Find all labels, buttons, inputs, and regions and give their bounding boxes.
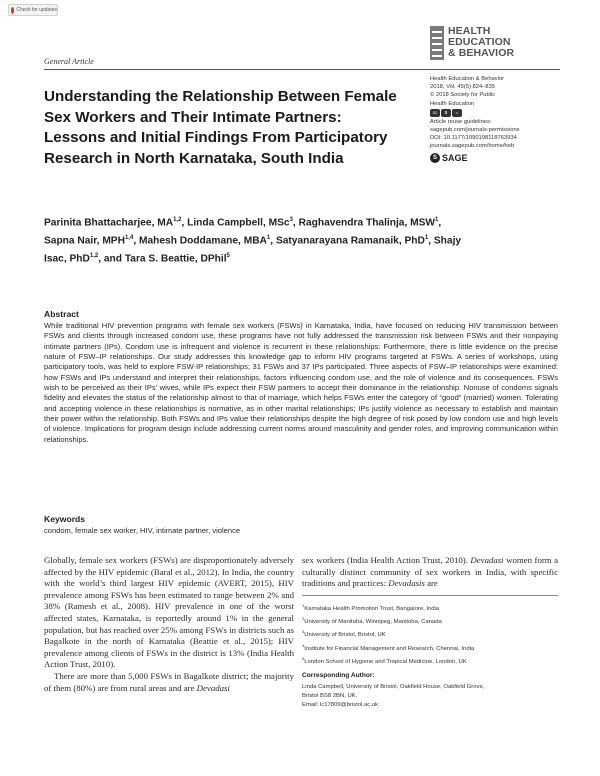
affiliation-list	[302, 601, 558, 667]
author-separator: ,	[133, 235, 139, 247]
check-for-updates-label: Check for updates	[16, 7, 57, 13]
author-affiliation-marker: 5	[226, 252, 230, 259]
author-affiliation-marker: 1,2	[89, 252, 99, 259]
affiliation-item	[302, 627, 558, 640]
author-name: Satyanarayana Ramanaik, PhD	[275, 235, 425, 247]
author-name: Sapna Nair, MPH	[44, 235, 125, 247]
affiliation-item	[302, 654, 558, 667]
affiliation-marker: 3	[302, 629, 305, 635]
author-separator: ,	[428, 235, 434, 247]
author-list	[44, 213, 464, 267]
header-divider	[44, 69, 560, 70]
copyright-line-2: Health Education	[430, 100, 475, 107]
journal-metadata	[430, 75, 570, 163]
article-type: General Article	[44, 57, 94, 66]
corresponding-address-1: Linda Campbell, University of Bristol, Oakfield House, Oakfield Grove,	[302, 684, 485, 690]
logo-line-3: & BEHAVIOR	[448, 47, 515, 59]
affiliation-text: University of Manitoba, Winnipeg, Manitoba, Canada	[304, 619, 442, 626]
body-paragraph: There are more than 5,000 FSWs in Bagalkote district; the majority of them (80%) are from rural areas and are Devadasi	[44, 670, 294, 693]
article-title: Understanding the Relationship Between Female Sex Workers and Their Intimate Partners: Lessons and Initial Findings From Participatory Research in North Karnataka, South India	[44, 88, 397, 167]
reuse-guidelines-label: Article reuse guidelines:	[430, 118, 492, 125]
corresponding-address-2: Bristol BS8 2BN, UK.	[302, 693, 358, 700]
keywords-heading: Keywords	[44, 514, 86, 524]
author-name: Mahesh Doddamane, MBA	[138, 235, 267, 247]
author-affiliation-marker: 1	[424, 234, 429, 241]
author-name: Shajy Isac, PhD	[44, 235, 462, 265]
body-column-left	[44, 555, 294, 694]
corresponding-author-details	[302, 683, 558, 711]
abstract-text: While traditional HIV prevention programs with female sex workers (FSWs) in Karnataka, India, have focused on reducing HIV transmission between FSWs and clients through increased condom use, these programs have not fully addressed the transmission risk between FSWs and their nonpaying intimate partners (IPs). Condom use is infrequent and violence is recurrent in these relationships: Furthermore, there is little evidence on the precise nature of FSW–IP relationships. Our study addresses this knowledge gap to inform HIV programs targeted at FSWs. A series of workshops, using participatory tools, was held to explore FSW-IP relationships; 31 FSWs and 37 IPs participated. Three aspects of FSW–IP relationships were examined: how FSWs and IPs understand and interpret their relationships, factors influencing condom use, and the role of violence and its consequences. FSWs wish to be perceived as their IPs’ wives, while IPs expect their FSW partners to accept their dominance in the relationship. Nonuse of condoms signals fidelity and elevates the status of the relationship almost to that of marriage, which helps FSWs enter the category of “good” (married) women. Tolerating and accepting violence in these relationships is normative, as in other marital relationships; IPs justify violence as necessary to establish and maintain their power within the relationship. Both FSWs and IPs value their relationships despite the high degree of risk posed by low condom use and high levels of violence. Implications for program design include addressing current norms around masculinity and gender roles, and improving communication within relationships.	[44, 321, 558, 444]
author-affiliation-marker: 1	[435, 217, 439, 223]
author-affiliation-marker: 1,4	[124, 234, 134, 241]
journal-name: Health Education & Behavior	[430, 76, 505, 82]
author-separator: ,	[270, 235, 276, 247]
footnote-divider	[302, 595, 558, 596]
affiliation-marker: 4	[302, 642, 305, 648]
sage-icon: S	[430, 153, 440, 163]
sage-logo	[430, 153, 570, 163]
author-separator: , and	[98, 253, 125, 265]
affiliation-marker: 5	[302, 655, 305, 661]
affiliation-text: London School of Hygiene and Tropical Medicine, London, UK	[304, 658, 467, 665]
author-separator: ,	[438, 217, 442, 229]
reuse-guidelines-link[interactable]: sagepub.com/journals-permissions	[430, 127, 520, 134]
author-affiliation-marker: 1	[266, 234, 271, 241]
copyright-line-1: © 2018 Society for Public	[430, 92, 496, 99]
logo-line-2: EDUCATION	[448, 36, 511, 48]
affiliation-marker: 2	[302, 616, 305, 622]
affiliation-text: University of Bristol, Bristol, UK	[304, 632, 386, 639]
affiliation-item	[302, 614, 558, 627]
corresponding-email[interactable]: Email: lc17809@bristol.ac.uk	[302, 702, 379, 709]
body-paragraph: Globally, female sex workers (FSWs) are disproportionately adversely affected by the HIV epidemic (Baral et al., 2012). In India, the country with the world’s third largest HIV epidemic (AVERT, 2015), HIV prevalence among FSWs has been estimated to range between 2% and 38% (Ramesh et al., 2008). HIV prevalence in one of the worst affected states, Karnataka, is reportedly around 1% in the general population, but has reached over 25% among FSWs in districts such as Bagalkote in the north of Karnataka (Beattie et al., 2015); HIV prevalence among clients of FSWs in the district is 13% (India Health Action Trust, 2010).	[44, 555, 294, 670]
update-check-icon	[11, 7, 14, 14]
author-name: Linda Campbell, MSc	[187, 217, 290, 229]
author-name: Raghavendra Thalinja, MSW	[298, 217, 436, 229]
check-for-updates-badge[interactable]	[8, 4, 58, 16]
journal-home-link[interactable]: journals.sagepub.com/home/heb	[430, 143, 515, 150]
abstract-heading: Abstract	[44, 309, 79, 319]
author-name: Parinita Bhattacharjee, MA	[44, 217, 174, 229]
journal-logo	[430, 26, 514, 60]
journal-logo-icon	[430, 26, 444, 60]
affiliation-text: Institute for Financial Management and Research, Chennai, India	[304, 645, 475, 652]
logo-line-1: HEALTH	[448, 25, 491, 37]
corresponding-author-heading: Corresponding Author:	[302, 672, 375, 679]
body-paragraph: sex workers (India Health Action Trust, 2010). Devadasi women form a culturally distinct community of sex workers in India, with specific traditions and practices: Devadasis are	[302, 555, 559, 589]
author-affiliation-marker: 3	[289, 217, 293, 223]
affiliation-marker: 1	[302, 603, 305, 608]
author-affiliation-marker: 1,2	[173, 217, 182, 223]
affiliation-text: Karnataka Health Promotion Trust, Bangalore, India	[304, 605, 440, 612]
keywords-text: condom, female sex worker, HIV, intimate partner, violence	[44, 526, 241, 535]
author-separator: ,	[292, 217, 299, 229]
doi-link[interactable]: DOI: 10.1177/1090198118763934	[430, 135, 517, 142]
journal-volume: 2018, Vol. 45(5) 824–835	[430, 84, 496, 91]
affiliation-item	[302, 601, 558, 614]
author-name: Tara S. Beattie, DPhil	[124, 253, 227, 265]
creative-commons-icon: cc $ =	[430, 109, 462, 117]
author-separator: ,	[181, 217, 188, 229]
affiliation-item	[302, 641, 558, 654]
sage-wordmark: SAGE	[442, 152, 468, 163]
body-column-right	[302, 555, 558, 590]
